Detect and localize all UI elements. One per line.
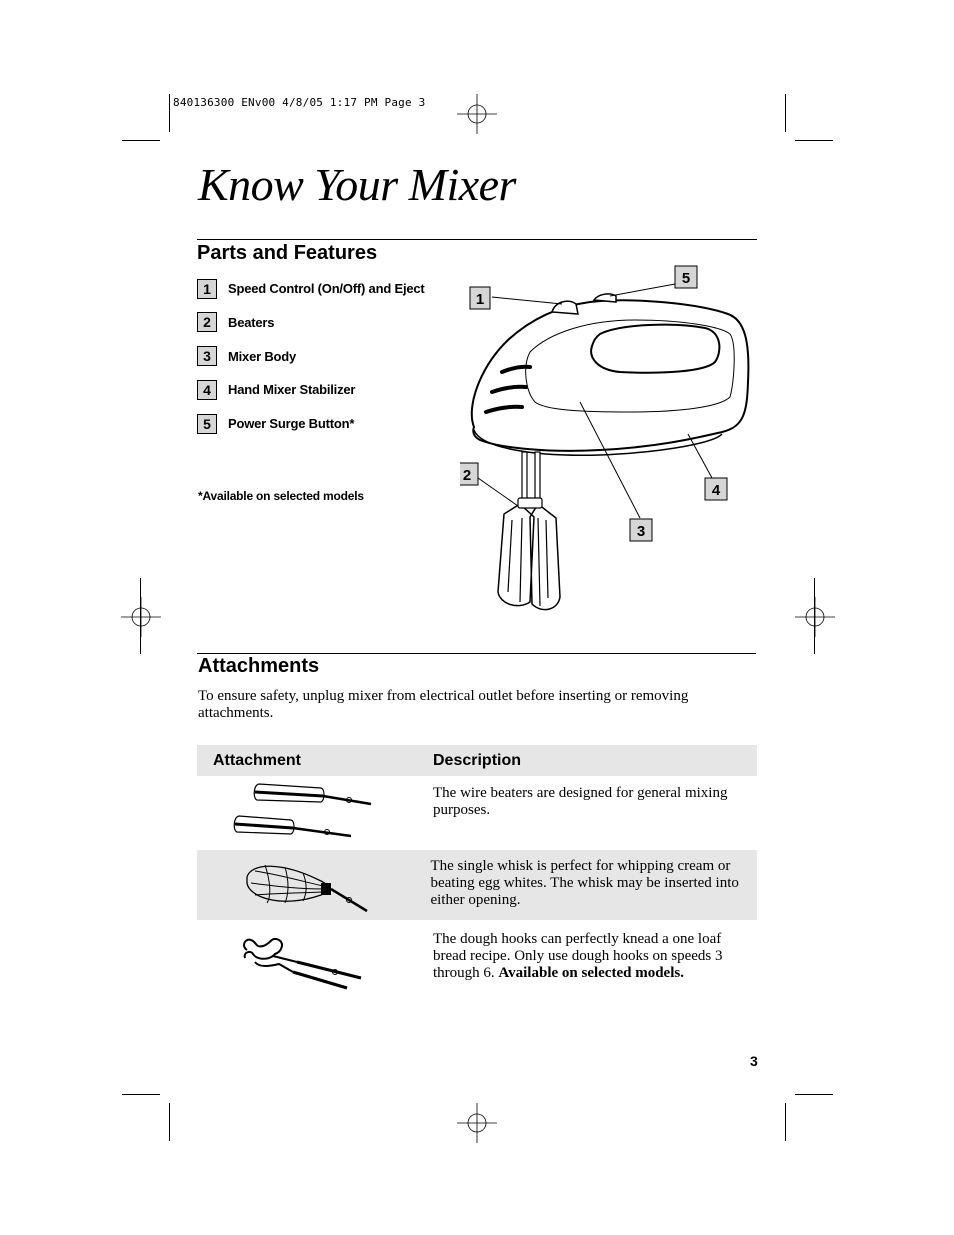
column-header-description: Description	[433, 751, 522, 769]
part-label: Power Surge Button*	[228, 416, 355, 432]
handle-opening	[591, 325, 719, 373]
part-label: Hand Mixer Stabilizer	[228, 382, 356, 398]
availability-footnote: *Available on selected models	[198, 489, 364, 503]
registration-mark-icon	[457, 1103, 497, 1143]
attachments-table	[197, 745, 757, 1000]
registration-line	[140, 578, 141, 654]
part-label: Beaters	[228, 314, 275, 330]
crop-mark	[122, 1094, 160, 1095]
beater-shaft	[522, 452, 527, 504]
diagram-callout-1	[470, 287, 490, 309]
section-rule	[197, 653, 756, 654]
beater-cage	[538, 518, 548, 606]
part-item	[197, 378, 447, 401]
attachment-description: The single whisk is perfect for whipping cream or beating egg whites. The whisk may be inserted into either opening.	[430, 858, 739, 908]
part-number-badge: 2	[197, 312, 217, 332]
part-item	[197, 345, 447, 368]
attachment-description	[433, 920, 757, 1000]
attachment-description-text: The dough hooks can perfectly knead a one loaf bread recipe. Only use dough hooks on speeds 3 through 6.	[433, 931, 723, 981]
whisk-icon	[241, 853, 391, 919]
part-item	[197, 311, 447, 334]
diagram-callout-5	[675, 266, 697, 288]
table-header	[197, 745, 757, 776]
part-item	[197, 277, 447, 300]
crop-mark	[169, 1103, 170, 1141]
crop-mark	[785, 1103, 786, 1141]
table-row	[197, 850, 757, 920]
registration-mark-icon	[457, 94, 497, 134]
page-number: 3	[750, 1053, 758, 1069]
table-row	[197, 776, 757, 850]
crop-mark	[169, 94, 170, 132]
diagram-callout-4	[705, 478, 727, 500]
printer-slug: 840136300 ENv00 4/8/05 1:17 PM Page 3	[173, 96, 426, 109]
callout-label: 4	[711, 482, 721, 499]
hand-mixer-diagram	[460, 262, 760, 622]
crop-mark	[785, 94, 786, 132]
callout-label: 1	[475, 291, 485, 308]
callout-label: 3	[636, 523, 646, 540]
callout-label: 2	[462, 467, 472, 484]
beater-cage	[508, 518, 522, 602]
diagram-callout-2	[460, 463, 478, 485]
availability-note: Available on selected models.	[498, 965, 684, 981]
crop-mark	[122, 140, 160, 141]
section-rule	[197, 239, 757, 240]
part-number-badge: 3	[197, 346, 217, 366]
registration-line	[814, 578, 815, 654]
part-label: Mixer Body	[228, 348, 297, 364]
attachment-image-cell	[197, 776, 433, 850]
diagram-callout-3	[630, 519, 652, 541]
parts-heading: Parts and Features	[197, 242, 378, 264]
beater-shaft	[535, 452, 540, 504]
beater-cage	[498, 504, 534, 606]
attachments-heading: Attachments	[198, 655, 320, 677]
callout-line	[492, 297, 562, 304]
attachment-image-cell	[197, 850, 430, 920]
mixer-body-outline	[472, 300, 749, 451]
page-title: Know Your Mixer	[198, 159, 516, 210]
registration-mark-icon	[121, 597, 161, 637]
callout-line	[478, 478, 518, 506]
column-header-attachment: Attachment	[213, 751, 302, 769]
beater-collar	[518, 498, 542, 508]
part-number-badge: 5	[197, 414, 217, 434]
registration-mark-icon	[795, 597, 835, 637]
attachments-intro: To ensure safety, unplug mixer from electrical outlet before inserting or removing attachments.	[198, 688, 689, 721]
attachment-image-cell	[197, 920, 433, 1000]
crop-mark	[795, 140, 833, 141]
callout-label: 5	[681, 270, 691, 287]
crop-mark	[795, 1094, 833, 1095]
wire-beaters-icon	[231, 780, 381, 846]
attachment-description: The wire beaters are designed for general mixing purposes.	[433, 785, 728, 818]
part-item	[197, 412, 447, 435]
dough-hooks-icon	[237, 932, 387, 998]
part-number-badge: 4	[197, 380, 217, 400]
part-number-badge: 1	[197, 279, 217, 299]
parts-list	[197, 277, 447, 446]
table-row	[197, 920, 757, 1000]
part-label: Speed Control (On/Off) and Eject	[228, 281, 425, 296]
callout-line	[610, 284, 675, 296]
